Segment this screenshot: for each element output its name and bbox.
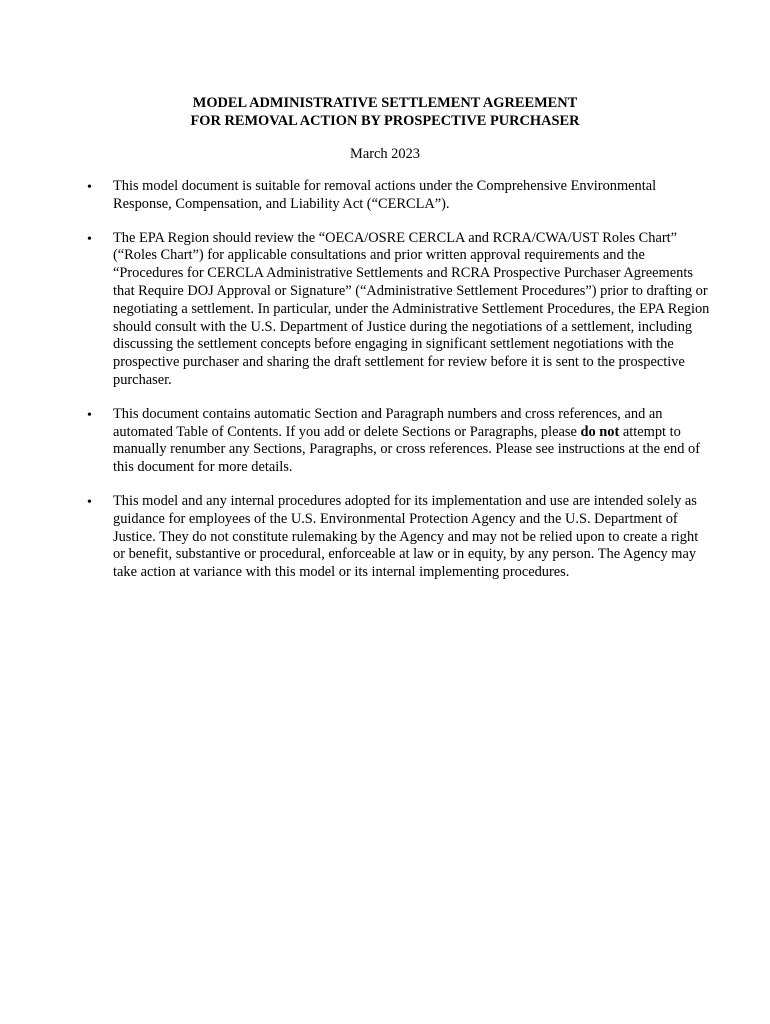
bullet-text-emphasis: do not <box>580 423 620 440</box>
bullet-list <box>0 178 770 598</box>
bullet-icon: • <box>87 494 92 510</box>
document-date: March 2023 <box>350 146 420 162</box>
bullet-icon: • <box>87 231 92 247</box>
bullet-item-applicability <box>0 178 770 214</box>
bullet-item-review-procedures <box>0 230 770 390</box>
bullet-text-before: This document contains automatic Section and Paragraph numbers and cross references, and an automated Table of Contents. If you add or delete Sections or Paragraphs, please <box>113 405 663 440</box>
bullet-item-automatic-numbering <box>0 406 770 477</box>
bullet-icon: • <box>87 180 92 195</box>
bullet-icon: • <box>87 407 92 423</box>
title-line-1: MODEL ADMINISTRATIVE SETTLEMENT AGREEMENT <box>192 95 578 111</box>
bullet-text-after: attempt to manually renumber any Sections, Paragraphs, or cross references. Please see instructions at the end of this document for more details. <box>113 423 701 476</box>
bullet-text: This model document is suitable for removal actions under the Comprehensive Environmental Response, Compensation, and Liability Act (“CERCLA”). <box>113 178 657 212</box>
bullet-text: This model and any internal procedures adopted for its implementation and use are intended solely as guidance for employees of the U.S. Environmental Protection Agency and the U.S. Department of Justice. They do not constitute rulemaking by the Agency and may not be relied upon to create a right or benefit, substantive or procedural, enforceable at law or in equity, by any person. The Agency may take action at variance with this model or its internal implementing procedures. <box>113 492 699 581</box>
bullet-text: The EPA Region should review the “OECA/OSRE CERCLA and RCRA/CWA/UST Roles Chart” (“Roles Chart”) for applicable consultations and prior written approval requirements and the “Procedures for CERCLA Administrative Settlements and RCRA Prospective Purchaser Agreements that Require DOJ Approval or Signature” (“Administrative Settlement Procedures”) prior to drafting or negotiating a settlement. In particular, under the Administrative Settlement Procedures, the EPA Region should consult with the U.S. Department of Justice during the negotiations of a settlement, including discussing the settlement concepts before engaging in significant settlement negotiations with the prospective purchaser and sharing the draft settlement for review before it is sent to the prospective purchaser. <box>113 229 710 388</box>
bullet-item-disclaimer <box>0 493 770 582</box>
title-line-2: FOR REMOVAL ACTION BY PROSPECTIVE PURCHASER <box>190 113 580 129</box>
document-title <box>0 94 770 130</box>
bullet-text <box>113 406 710 477</box>
